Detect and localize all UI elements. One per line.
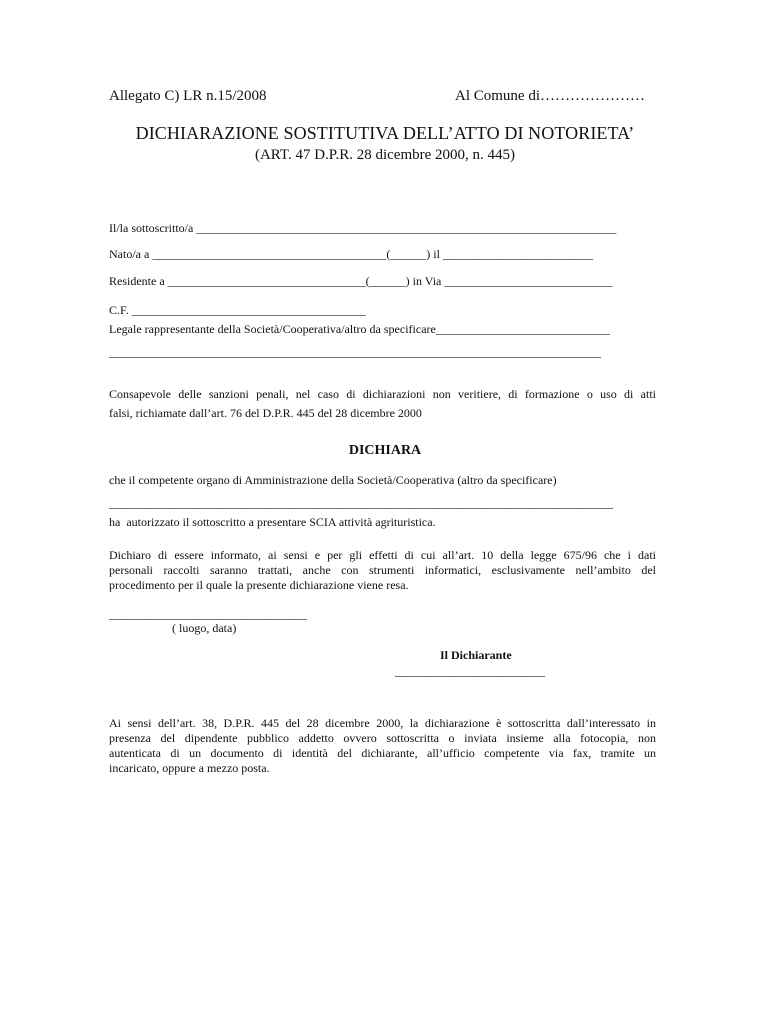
consapevole-paragraph bbox=[109, 385, 656, 423]
footer-line-3: autenticata di un documento di identità del dichiarante, all’ufficio competente via fax, tramite un bbox=[109, 746, 656, 760]
footer-line-4: incaricato, oppure a mezzo posta. bbox=[109, 761, 270, 775]
footer-line-1: Ai sensi dell’art. 38, D.P.R. 445 del 28 dicembre 2000, la dichiarazione è sottoscritta dall’interessato in bbox=[109, 716, 656, 730]
dichiara-heading: DICHIARA bbox=[348, 443, 422, 458]
footer-paragraph bbox=[109, 716, 656, 776]
nato-field: Nato/a a _______________________________________(______) il _________________________ bbox=[109, 247, 593, 261]
document-title: DICHIARAZIONE SOSTITUTIVA DELL’ATTO DI NOTORIETA’ bbox=[135, 123, 635, 143]
legale-rappresentante-field: Legale rappresentante della Società/Cooperativa/altro da specificare_____________________________ bbox=[109, 322, 610, 336]
cf-field: C.F. _______________________________________ bbox=[109, 303, 366, 317]
privacy-line-1: Dichiaro di essere informato, ai sensi e per gli effetti di cui all’art. 10 della legge 675/96 che i dati bbox=[109, 548, 656, 562]
sottoscritto-field: Il/la sottoscritto/a ______________________________________________________________________ bbox=[109, 221, 617, 235]
residente-field: Residente a _________________________________(______) in Via ____________________________ bbox=[109, 274, 613, 288]
organo-blank-line: ____________________________________________________________________________________ bbox=[109, 496, 613, 510]
legale-rappresentante-continuation: __________________________________________________________________________________ bbox=[109, 345, 601, 359]
luogo-data-line: _________________________________ bbox=[109, 607, 307, 621]
organo-line: che il competente organo di Amministrazione della Società/Cooperativa (altro da specificare) bbox=[109, 473, 557, 487]
document-subtitle: (ART. 47 D.P.R. 28 dicembre 2000, n. 445) bbox=[254, 147, 516, 163]
comune-field: Al Comune di………………… bbox=[455, 88, 645, 104]
footer-line-2: presenza del dipendente pubblico addetto ovvero sottoscritta o inviata insieme alla fotocopia, non bbox=[109, 731, 656, 745]
dichiarante-signature-line: _________________________ bbox=[395, 664, 545, 678]
privacy-line-3: procedimento per il quale la presente dichiarazione viene resa. bbox=[109, 578, 409, 592]
luogo-data-label: ( luogo, data) bbox=[172, 621, 237, 635]
privacy-paragraph bbox=[109, 548, 656, 593]
allegato-reference: Allegato C) LR n.15/2008 bbox=[109, 88, 267, 104]
consapevole-line-2: falsi, richiamate dall’art. 76 del D.P.R. 445 del 28 dicembre 2000 bbox=[109, 406, 422, 420]
autorizzazione-line: ha autorizzato il sottoscritto a presentare SCIA attività agrituristica. bbox=[109, 515, 436, 529]
privacy-line-2: personali raccolti saranno trattati, anche con strumenti informatici, esclusivamente nell’ambito del bbox=[109, 563, 656, 577]
consapevole-line-1: Consapevole delle sanzioni penali, nel caso di dichiarazioni non veritiere, di formazione o uso di atti bbox=[109, 387, 656, 401]
dichiarante-label: Il Dichiarante bbox=[440, 648, 512, 662]
